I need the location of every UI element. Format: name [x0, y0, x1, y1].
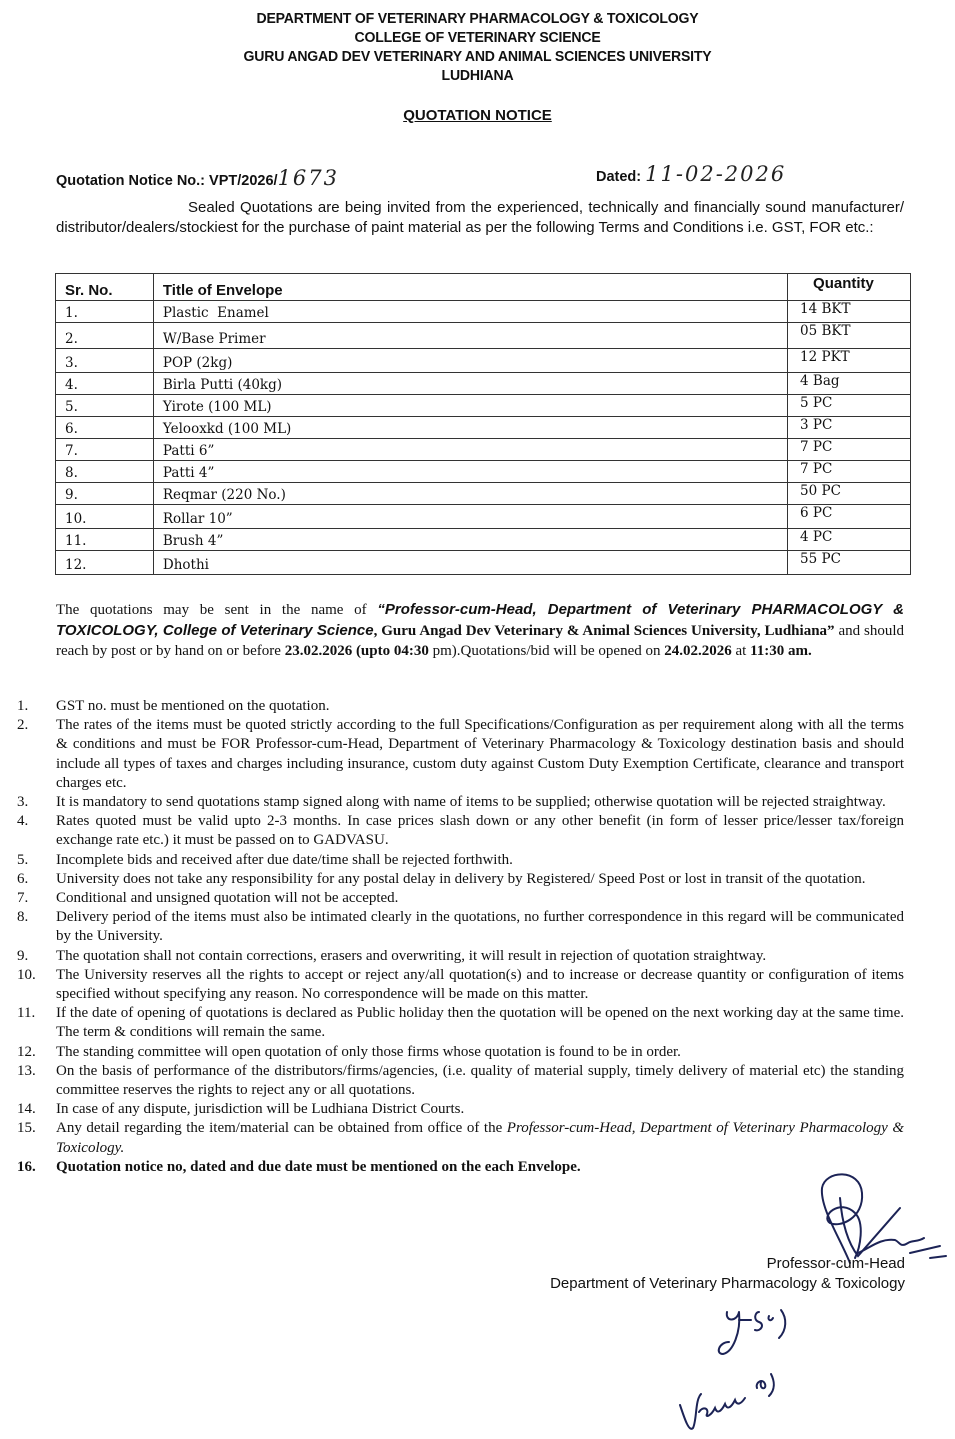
term-number: 4. — [17, 813, 29, 830]
term-number: 12. — [17, 1043, 36, 1060]
table-row — [56, 439, 911, 461]
notice-date-handwritten: 11-02-2026 — [645, 162, 787, 186]
table-row — [56, 529, 911, 551]
term-item — [0, 1004, 904, 1042]
cell-quantity: 12 PKT — [788, 349, 911, 373]
term-text: GST no. must be mentioned on the quotation. — [56, 698, 330, 714]
table-row — [56, 483, 911, 505]
opening-text: pm).Quotations/bid will be opened on — [428, 643, 665, 659]
submission-middle: and should reach by post or by hand on or before — [56, 622, 904, 659]
initials-signature-icon — [715, 1302, 805, 1362]
cell-quantity: 4 Bag — [788, 373, 911, 395]
term-number: 15. — [17, 1120, 36, 1137]
term-text-italic: Professor-cum-Head, Department of Veterinary Pharmacology & Toxicology. — [56, 1120, 904, 1156]
cell-title: POP (2kg) — [153, 349, 787, 373]
cell-quantity: 14 BKT — [788, 301, 911, 323]
term-number: 8. — [17, 909, 29, 926]
term-item — [0, 1043, 904, 1062]
head-signature-icon — [800, 1168, 950, 1268]
notice-meta — [56, 162, 915, 190]
letterhead-city: LUDHIANA — [441, 68, 514, 84]
term-number: 9. — [17, 947, 29, 964]
term-item — [0, 851, 904, 870]
term-text: Conditional and unsigned quotation will not be accepted. — [56, 890, 399, 907]
table-row — [56, 301, 911, 323]
cell-title: Patti 4” — [153, 461, 787, 483]
submission-paragraph — [56, 600, 904, 662]
term-item — [0, 947, 904, 966]
cell-quantity: 7 PC — [788, 461, 911, 483]
term-text: The rates of the items must be quoted strictly according to the full Specifications/Configuration as per requirement along with all the terms & conditions and must be FOR Professor-cum-Head, Department of Veterinary Pharmacology & Toxicology destination basis and should include all types of taxes and charges including insurance, custom duty against Custom Duty Exemption Certificate, clearance and transport charges etc. — [56, 717, 904, 791]
table-row — [56, 461, 911, 483]
cell-title: Brush 4” — [153, 529, 787, 551]
term-item — [0, 697, 904, 716]
term-item — [0, 793, 904, 812]
term-item — [0, 1119, 904, 1157]
cell-sr-no: 4. — [56, 373, 154, 395]
letterhead-department: DEPARTMENT OF VETERINARY PHARMACOLOGY & TOXICOLOGY — [256, 11, 699, 27]
cell-quantity: 50 PC — [788, 483, 911, 505]
term-text: Rates quoted must be valid upto 2-3 months. In case prices slash down or any other benefit (in form of lesser price/lesser tax/foreign exchange rate etc.) it must be passed on to GADVASU. — [56, 813, 904, 849]
opening-at: at — [731, 643, 751, 659]
cell-sr-no: 5. — [56, 395, 154, 417]
cell-sr-no: 7. — [56, 439, 154, 461]
term-text: On the basis of performance of the distributors/firms/agencies, (i.e. quality of material supply, timely delivery of material etc) the standing committee reserves the rights to reject any or all quotations. — [56, 1062, 904, 1099]
cell-title: Reqmar (220 No.) — [153, 483, 787, 505]
term-number: 5. — [17, 851, 29, 868]
addressee-university: , Guru Angad Dev Veterinary & Animal Sciences University, Ludhiana” — [373, 622, 835, 639]
term-text: Delivery period of the items must also be intimated clearly in the quotations, no further correspondence in this regard will be communicated by the University. — [56, 909, 904, 945]
term-number: 7. — [17, 890, 29, 907]
letterhead-university: GURU ANGAD DEV VETERINARY AND ANIMAL SCIENCES UNIVERSITY — [243, 49, 712, 65]
term-item — [0, 908, 904, 946]
cell-quantity: 7 PC — [788, 439, 911, 461]
cell-title: Plastic Enamel — [153, 301, 787, 323]
term-text: In case of any dispute, jurisdiction will be Ludhiana District Courts. — [56, 1101, 465, 1118]
term-item — [0, 870, 904, 889]
cell-quantity: 55 PC — [788, 551, 911, 575]
term-number: 13. — [17, 1062, 36, 1079]
document-title: QUOTATION NOTICE — [403, 107, 552, 124]
term-text: If the date of opening of quotations is declared as Public holiday then the quotation will be opened on the next working day at the same time. The term & conditions will remain the same. — [56, 1005, 904, 1041]
cell-quantity: 5 PC — [788, 395, 911, 417]
terms-list — [0, 697, 904, 1177]
cell-sr-no: 8. — [56, 461, 154, 483]
term-text: Incomplete bids and received after due date/time shall be rejected forthwith. — [56, 851, 513, 868]
term-text: University does not take any responsibility for any postal delay in delivery by Registered/ Speed Post or lost in transit of the quotation. — [56, 870, 866, 887]
cell-title: Patti 6” — [153, 439, 787, 461]
letterhead — [14, 10, 940, 86]
term-text: The University reserves all the rights to accept or reject any/all quotation(s) and to increase or decrease quantity or configuration of items specified without specifying any reason. No correspondence will be made on this matter. — [56, 966, 904, 1003]
table-row — [56, 505, 911, 529]
table-row — [56, 373, 911, 395]
term-number: 16. — [17, 1158, 36, 1175]
term-text: Quotation notice no, dated and due date must be mentioned on the each Envelope. — [56, 1158, 581, 1175]
header-quantity: Quantity — [788, 274, 911, 301]
term-number: 3. — [17, 794, 29, 811]
cell-title: Rollar 10” — [153, 505, 787, 529]
letterhead-college: COLLEGE OF VETERINARY SCIENCE — [354, 30, 601, 46]
table-row — [56, 395, 911, 417]
table-row — [56, 417, 911, 439]
term-text: The quotation shall not contain corrections, erasers and overwriting, it will result in rejection of quotation straightway. — [56, 947, 767, 964]
term-item — [0, 812, 904, 850]
signatory-designation: Professor-cum-Head — [766, 1255, 905, 1272]
term-text: The standing committee will open quotation of only those firms whose quotation is found to be in order. — [56, 1043, 681, 1060]
term-item — [0, 889, 904, 908]
term-number: 11. — [17, 1005, 36, 1022]
cell-sr-no: 12. — [56, 551, 154, 575]
cell-sr-no: 11. — [56, 529, 154, 551]
notice-date — [596, 162, 786, 186]
term-number: 10. — [17, 966, 36, 983]
cell-quantity: 3 PC — [788, 417, 911, 439]
term-text: Any detail regarding the item/material can be obtained from office of the — [56, 1120, 507, 1137]
cell-sr-no: 9. — [56, 483, 154, 505]
term-number: 14. — [17, 1101, 36, 1118]
signatory-department: Department of Veterinary Pharmacology & Toxicology — [550, 1275, 905, 1292]
term-item — [0, 966, 904, 1004]
table-header-row — [56, 274, 911, 301]
cell-quantity: 6 PC — [788, 505, 911, 529]
signatory-block — [550, 1254, 905, 1294]
cell-sr-no: 2. — [56, 323, 154, 349]
opening-time: 11:30 am. — [750, 643, 812, 659]
cell-title: Birla Putti (40kg) — [153, 373, 787, 395]
table-row — [56, 551, 911, 575]
term-item — [0, 716, 904, 793]
notice-number-handwritten: 1673 — [277, 166, 340, 190]
cell-sr-no: 10. — [56, 505, 154, 529]
notice-number-label: Quotation Notice No.: VPT/2026/ — [56, 173, 278, 189]
header-title: Title of Envelope — [153, 274, 787, 301]
due-time: (upto 04:30 — [352, 643, 429, 659]
cell-sr-no: 3. — [56, 349, 154, 373]
due-date: 23.02.2026 — [284, 643, 353, 659]
cell-title: W/Base Primer — [153, 323, 787, 349]
cell-quantity: 05 BKT — [788, 323, 911, 349]
opening-date: 24.02.2026 — [664, 643, 732, 659]
cell-title: Dhothi — [153, 551, 787, 575]
cell-title: Yirote (100 ML) — [153, 395, 787, 417]
term-item — [0, 1158, 904, 1177]
addressee-name: “Professor-cum-Head, Department of Veterinary PHARMACOLOGY & TOXICOLOGY, College of Veterinary Science — [56, 601, 905, 639]
submission-prefix: The quotations may be sent in the name of — [56, 602, 378, 618]
term-text: It is mandatory to send quotations stamp signed along with name of items to be supplied; otherwise quotation will be rejected straightway. — [56, 794, 886, 811]
table-row — [56, 323, 911, 349]
cell-sr-no: 6. — [56, 417, 154, 439]
cell-quantity: 4 PC — [788, 529, 911, 551]
term-item — [0, 1062, 904, 1100]
term-item — [0, 1100, 904, 1119]
term-number: 2. — [17, 717, 29, 734]
notice-number — [56, 166, 339, 190]
cell-sr-no: 1. — [56, 301, 154, 323]
header-sr-no: Sr. No. — [56, 274, 154, 301]
term-number: 6. — [17, 870, 29, 887]
items-table — [55, 273, 911, 575]
intro-text: Sealed Quotations are being invited from the experienced, technically and financially sound manufacturer/ distributor/dealers/stockiest for the purchase of paint material as per the following Terms and Conditions i.e. GST, FOR etc.: — [56, 199, 904, 236]
intro-paragraph — [56, 198, 904, 238]
clerk-signature-icon — [675, 1360, 795, 1435]
notice-date-label: Dated: — [596, 169, 642, 185]
cell-title: Yelooxkd (100 ML) — [153, 417, 787, 439]
table-row — [56, 349, 911, 373]
term-number: 1. — [17, 698, 29, 714]
